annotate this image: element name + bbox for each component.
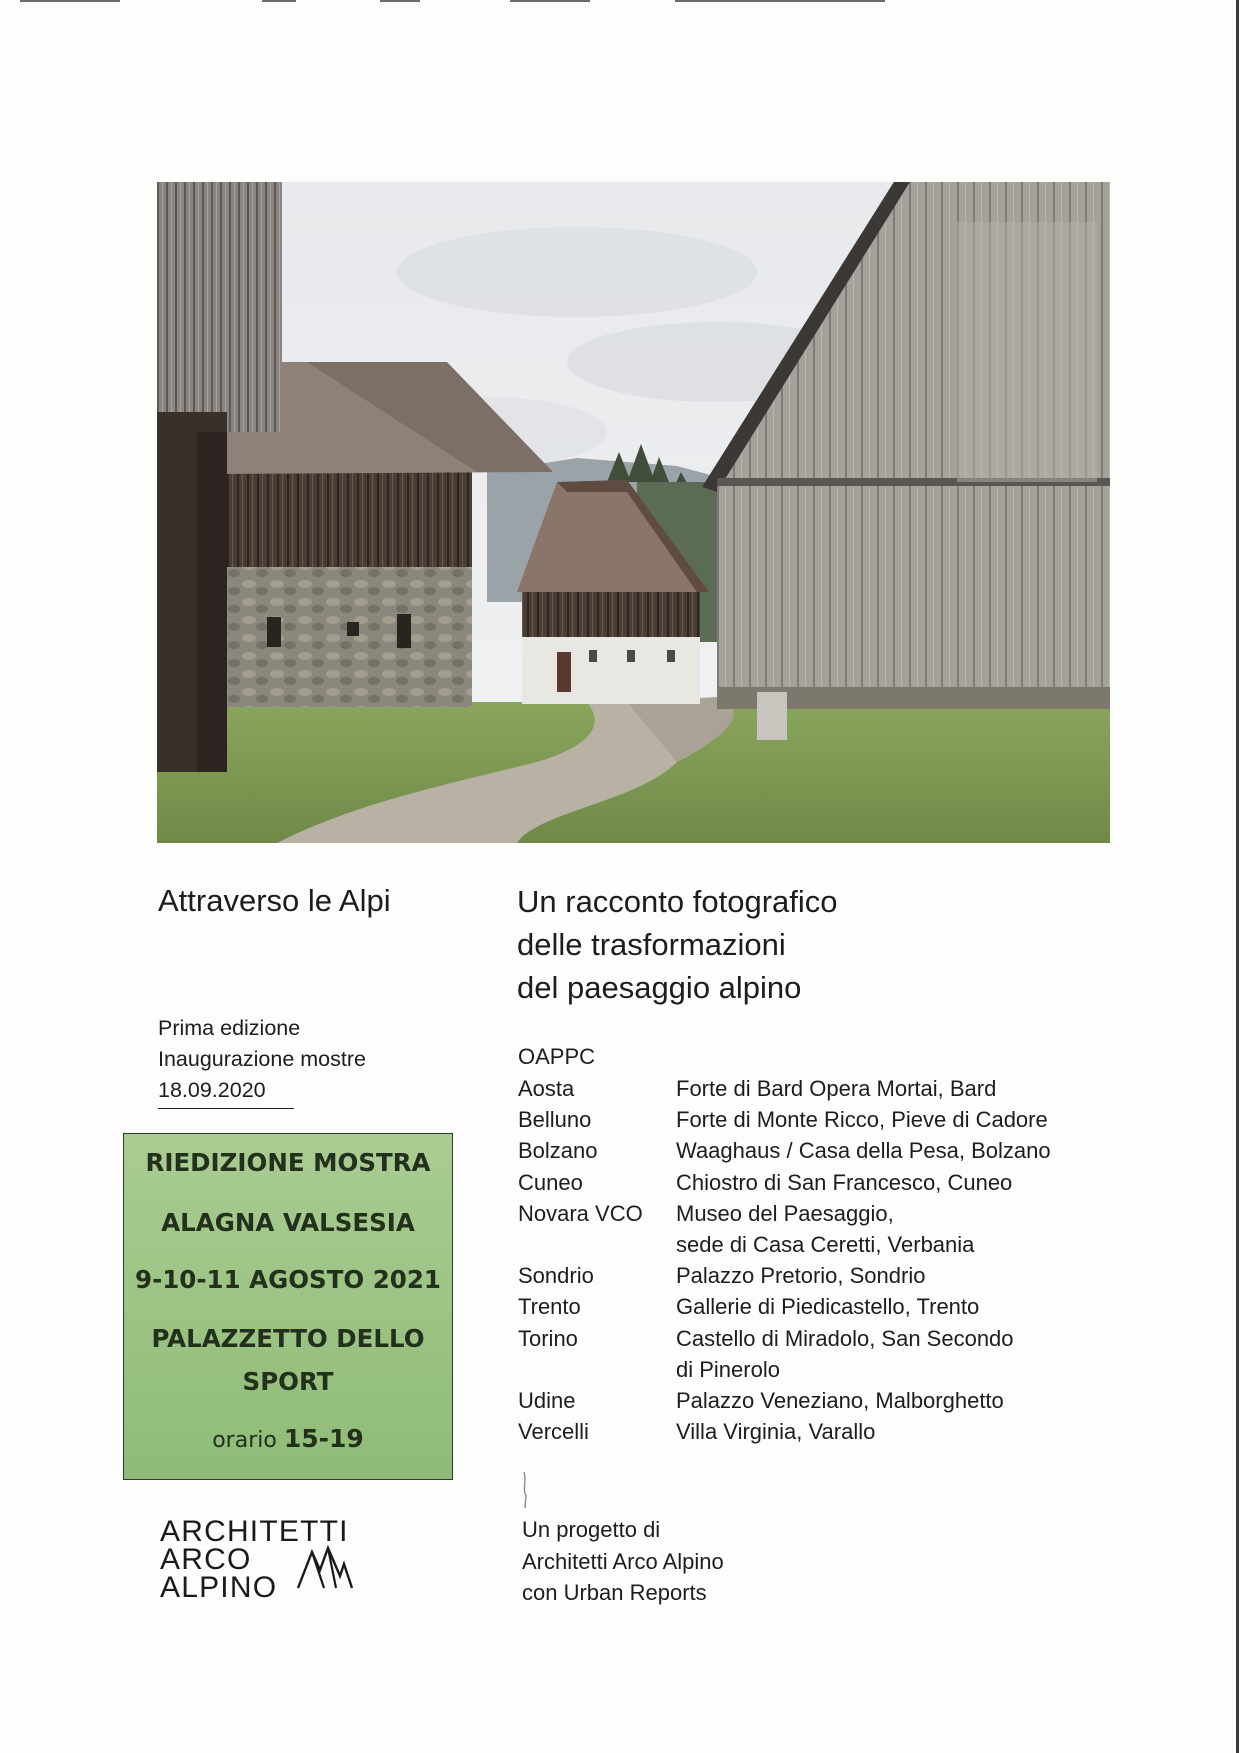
location-line: ALAGNA VALSESIA: [161, 1208, 415, 1237]
credits-line-2: Architetti Arco Alpino: [522, 1548, 724, 1574]
list-item: [518, 1167, 1116, 1198]
list-item: [518, 1198, 1116, 1229]
exhibition-city: Cuneo: [518, 1169, 583, 1195]
list-item: [518, 1354, 1116, 1385]
venue-line-1: PALAZZETTO DELLO: [151, 1324, 425, 1353]
exhibition-city: Udine: [518, 1388, 576, 1414]
list-item: [518, 1416, 1116, 1447]
scan-edge-top: [0, 0, 1240, 4]
exhibition-venue: Gallerie di Piedicastello, Trento: [676, 1294, 980, 1320]
exhibition-city: Novara VCO: [518, 1200, 643, 1226]
schedule-hours: 15-19: [283, 1424, 364, 1453]
reedition-highlight-box: [123, 1133, 453, 1480]
exhibition-city: [518, 1354, 676, 1385]
list-item: [518, 1323, 1116, 1354]
list-item: [518, 1385, 1116, 1416]
exhibition-city: Belluno: [518, 1107, 592, 1133]
venue-line-2: SPORT: [242, 1367, 334, 1396]
list-item: [518, 1260, 1116, 1291]
exhibition-venue: Forte di Monte Ricco, Pieve di Cadore: [676, 1107, 1048, 1133]
exhibition-city: Trento: [518, 1294, 581, 1320]
exhibition-venue: sede di Casa Ceretti, Verbania: [676, 1232, 975, 1258]
subtitle-line-2: delle trasformazioni: [517, 927, 786, 962]
reedition-line: RIEDIZIONE MOSTRA: [145, 1148, 431, 1177]
exhibition-city: Bolzano: [518, 1138, 598, 1164]
logo-line-1: ARCHITETTI: [160, 1515, 349, 1548]
exhibition-venue: Chiostro di San Francesco, Cuneo: [676, 1169, 1013, 1195]
exhibition-venue: Palazzo Veneziano, Malborghetto: [676, 1388, 1004, 1414]
exhibition-city: Sondrio: [518, 1263, 594, 1289]
list-item: [518, 1291, 1116, 1322]
exhibitions-header: OAPPC: [518, 1044, 596, 1069]
logo-line-2: ARCO: [160, 1543, 252, 1576]
exhibition-city: Torino: [518, 1325, 578, 1351]
exhibition-city: Aosta: [518, 1076, 575, 1101]
subtitle-line-1: Un racconto fotografico: [517, 884, 838, 919]
schedule-label: orario: [212, 1428, 277, 1453]
scan-mark: [520, 1470, 532, 1510]
logo-line-3: ALPINO: [160, 1571, 278, 1604]
exhibition-city: Vercelli: [518, 1419, 589, 1445]
exhibition-venue: Villa Virginia, Varallo: [676, 1419, 876, 1445]
edition-label: Prima edizione: [158, 1016, 301, 1040]
exhibition-title: Attraverso le Alpi: [158, 883, 391, 918]
alpine-barns-photo: [157, 182, 1110, 843]
exhibition-venue: Palazzo Pretorio, Sondrio: [676, 1263, 926, 1289]
exhibition-venue: Waaghaus / Casa della Pesa, Bolzano: [676, 1138, 1051, 1164]
exhibition-venue: Museo del Paesaggio,: [676, 1200, 894, 1226]
exhibition-venue: di Pinerolo: [676, 1356, 780, 1382]
list-item: [518, 1104, 1116, 1135]
exhibition-subtitle: [517, 880, 838, 1009]
exhibition-venue: Castello di Miradolo, San Secondo: [676, 1325, 1014, 1351]
list-item: [518, 1073, 1116, 1104]
project-credits: [522, 1514, 724, 1609]
opening-date: 18.09.2020: [158, 1075, 294, 1109]
list-item: [518, 1135, 1116, 1166]
list-item: [518, 1229, 1116, 1260]
dates-line: 9-10-11 AGOSTO 2021: [135, 1265, 441, 1294]
edition-info: [158, 1013, 366, 1109]
mountain-monogram-icon: [296, 1542, 354, 1590]
credits-line-1: Un progetto di: [522, 1517, 661, 1542]
exhibition-venue: Forte di Bard Opera Mortai, Bard: [676, 1076, 997, 1101]
opening-label: Inaugurazione mostre: [158, 1047, 366, 1071]
subtitle-line-3: del paesaggio alpino: [517, 970, 802, 1005]
schedule-line: [124, 1424, 452, 1453]
exhibitions-list: [518, 1073, 1116, 1447]
scan-edge-right: [1236, 0, 1239, 1753]
exhibition-city: [518, 1229, 676, 1260]
credits-line-3: con Urban Reports: [522, 1580, 707, 1605]
